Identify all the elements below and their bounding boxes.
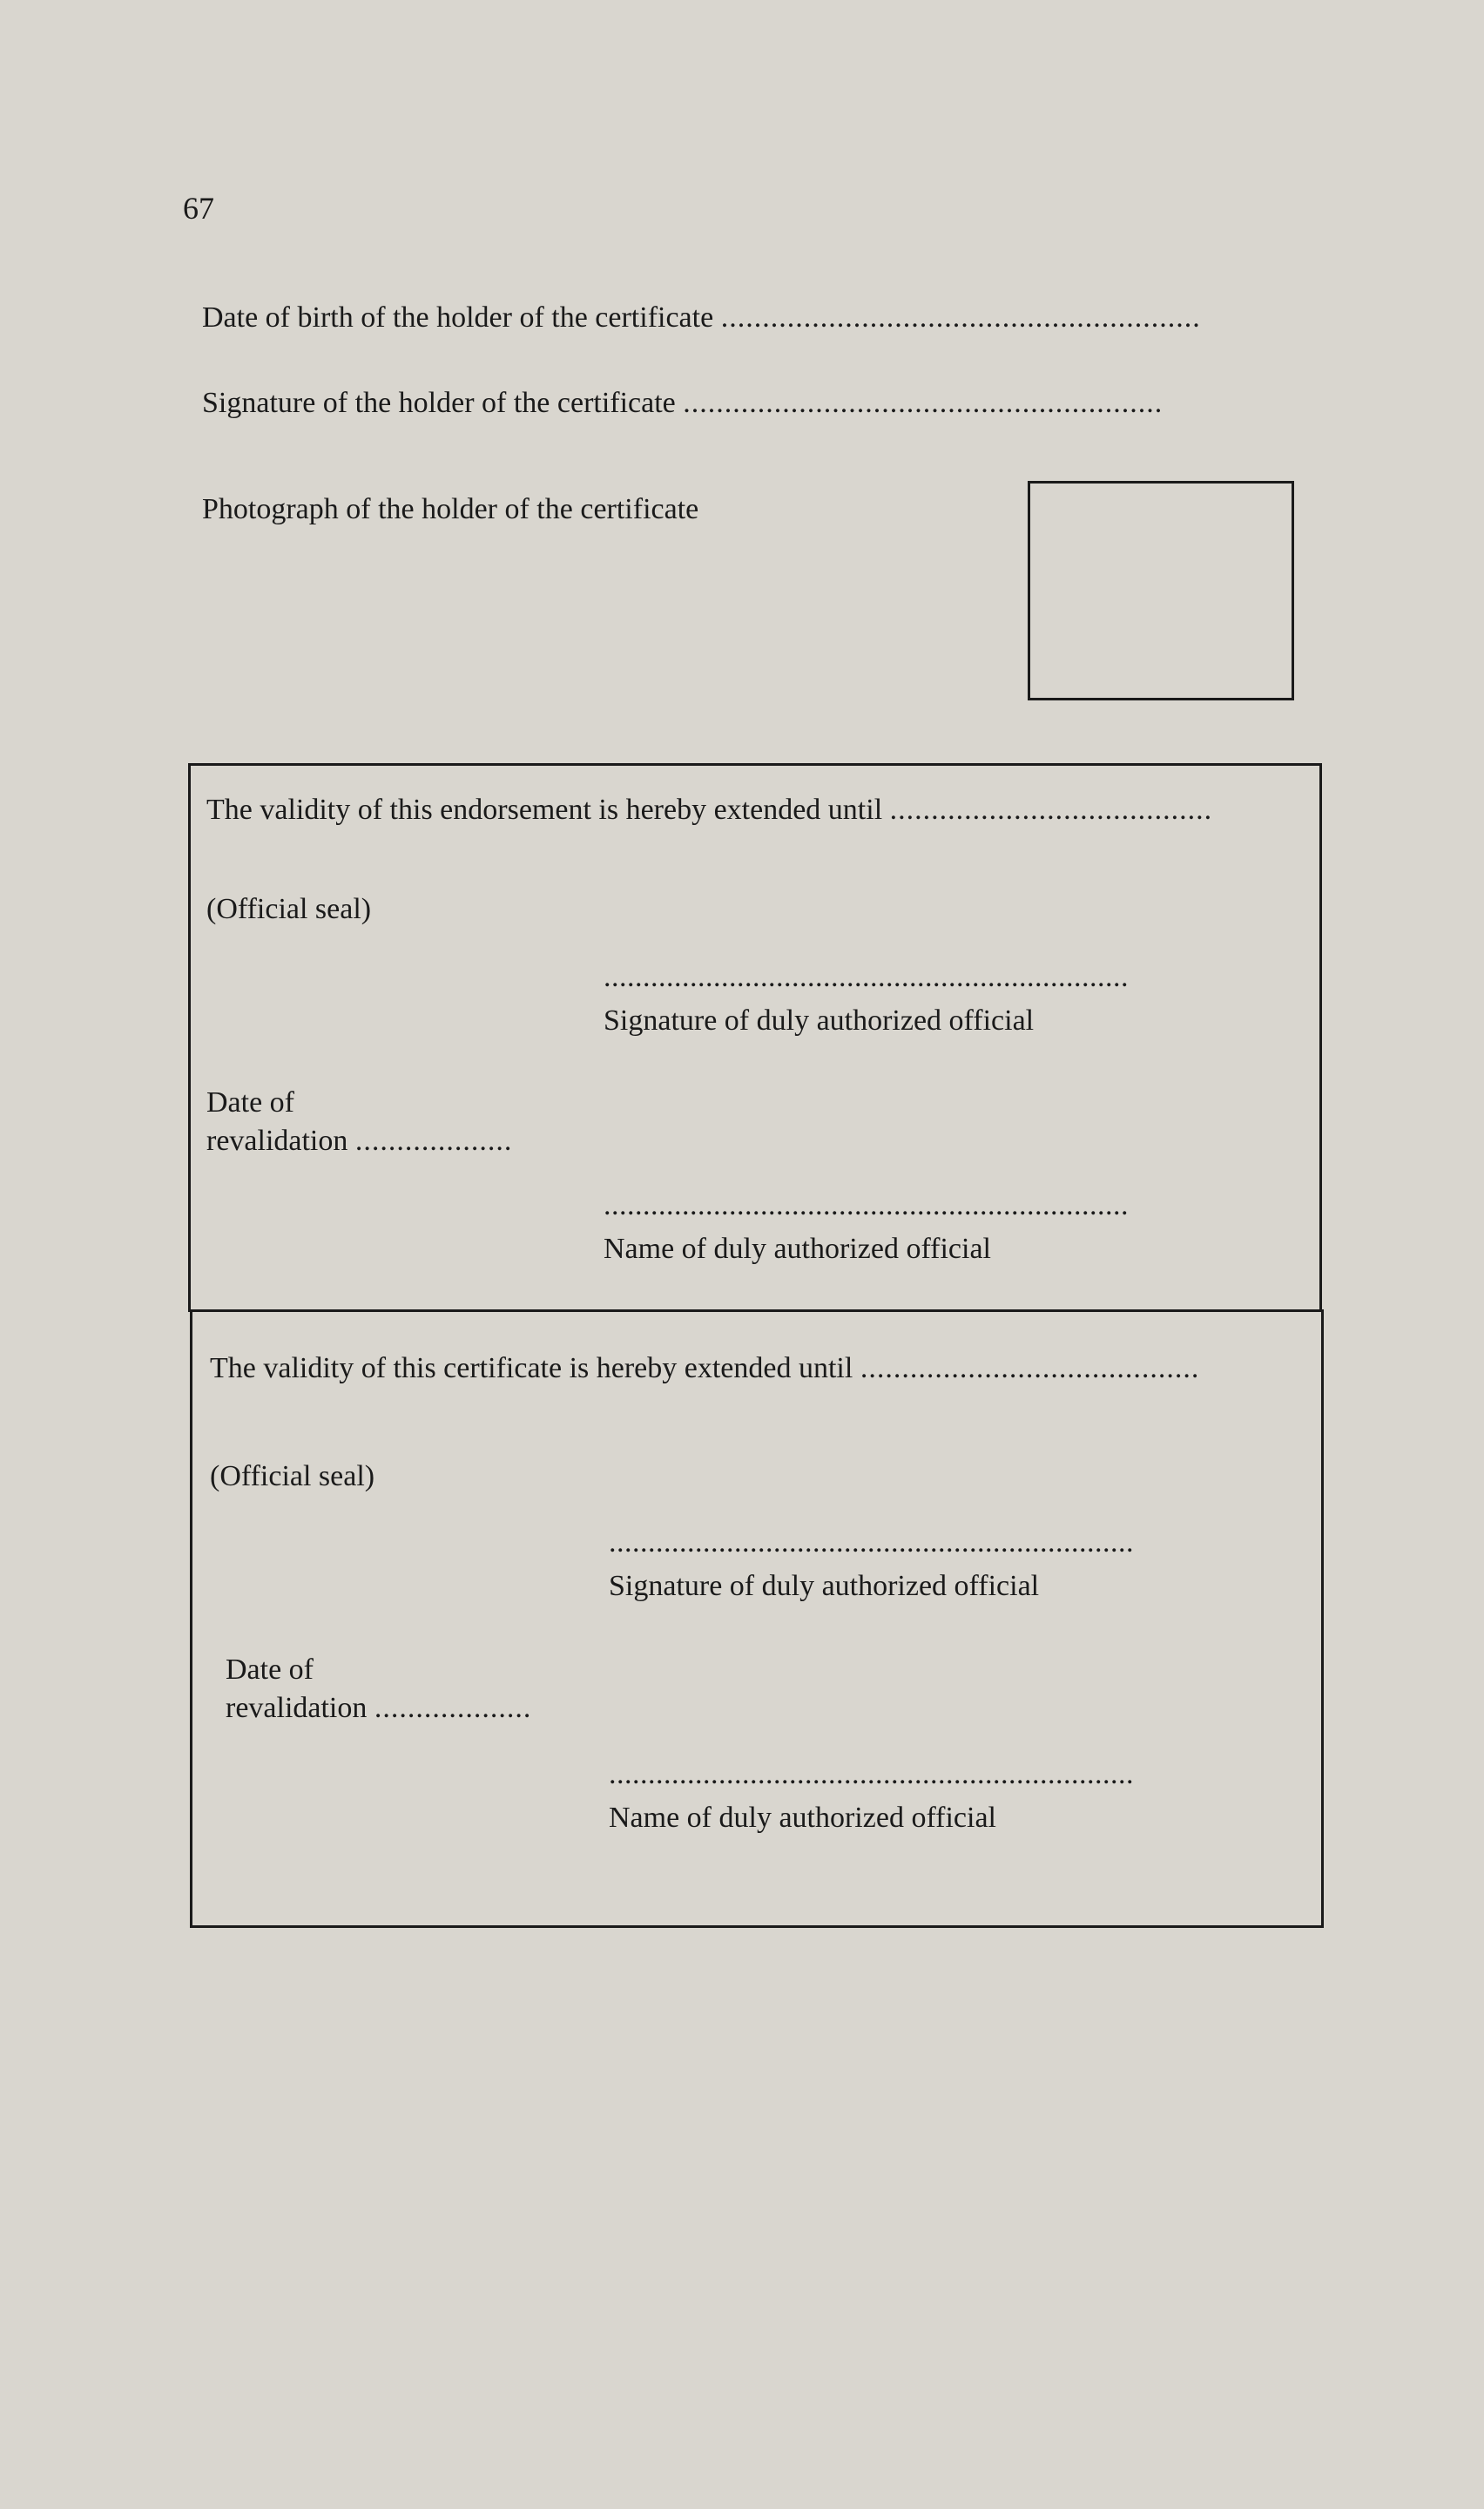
photograph-label: Photograph of the holder of the certificate [202,493,699,525]
holder-signature-label: Signature of the holder of the certificate [202,387,676,419]
endorsement-revalidation-dots: ................... [354,1125,513,1157]
certificate-validity-text: The validity of this certificate is hereby extended until [210,1352,853,1384]
certificate-revalidation-label: revalidation [226,1692,368,1724]
endorsement-validity-text: The validity of this endorsement is hereby extended until [206,794,883,826]
certificate-official-seal: (Official seal) [210,1460,375,1492]
endorsement-validity-dots: ....................................... [889,794,1213,826]
endorsement-signature-dots: ................................................................... [604,961,1129,993]
date-of-birth-label: Date of birth of the holder of the certificate [202,301,714,334]
endorsement-date-of-label: Date of [206,1086,295,1119]
holder-signature-field [202,387,1163,420]
photograph-box [1028,481,1294,700]
certificate-signature-caption: Signature of duly authorized official [609,1570,1040,1602]
endorsement-revalidation-label: revalidation [206,1125,348,1157]
certificate-validity-dots: ......................................... [860,1352,1200,1384]
endorsement-extension-box [188,763,1322,1312]
holder-signature-dots: .......................................................... [683,387,1164,419]
certificate-revalidation-dots: ................... [374,1692,532,1724]
endorsement-official-seal: (Official seal) [206,893,372,925]
endorsement-signature-caption: Signature of duly authorized official [604,1004,1035,1037]
certificate-revalidation-line [226,1692,531,1725]
page-number: 67 [183,191,214,226]
date-of-birth-field [202,301,1201,335]
certificate-signature-dots: ................................................................... [609,1526,1134,1559]
certificate-extension-box [190,1309,1324,1928]
date-of-birth-dots: .......................................................... [720,301,1201,334]
certificate-date-of-label: Date of [226,1654,314,1686]
endorsement-name-dots: ................................................................... [604,1189,1129,1221]
certificate-name-dots: ................................................................... [609,1758,1134,1790]
certificate-validity-line [210,1352,1199,1385]
certificate-name-caption: Name of duly authorized official [609,1802,996,1834]
endorsement-revalidation-line [206,1125,512,1158]
endorsement-validity-line [206,794,1212,827]
endorsement-name-caption: Name of duly authorized official [604,1233,991,1265]
